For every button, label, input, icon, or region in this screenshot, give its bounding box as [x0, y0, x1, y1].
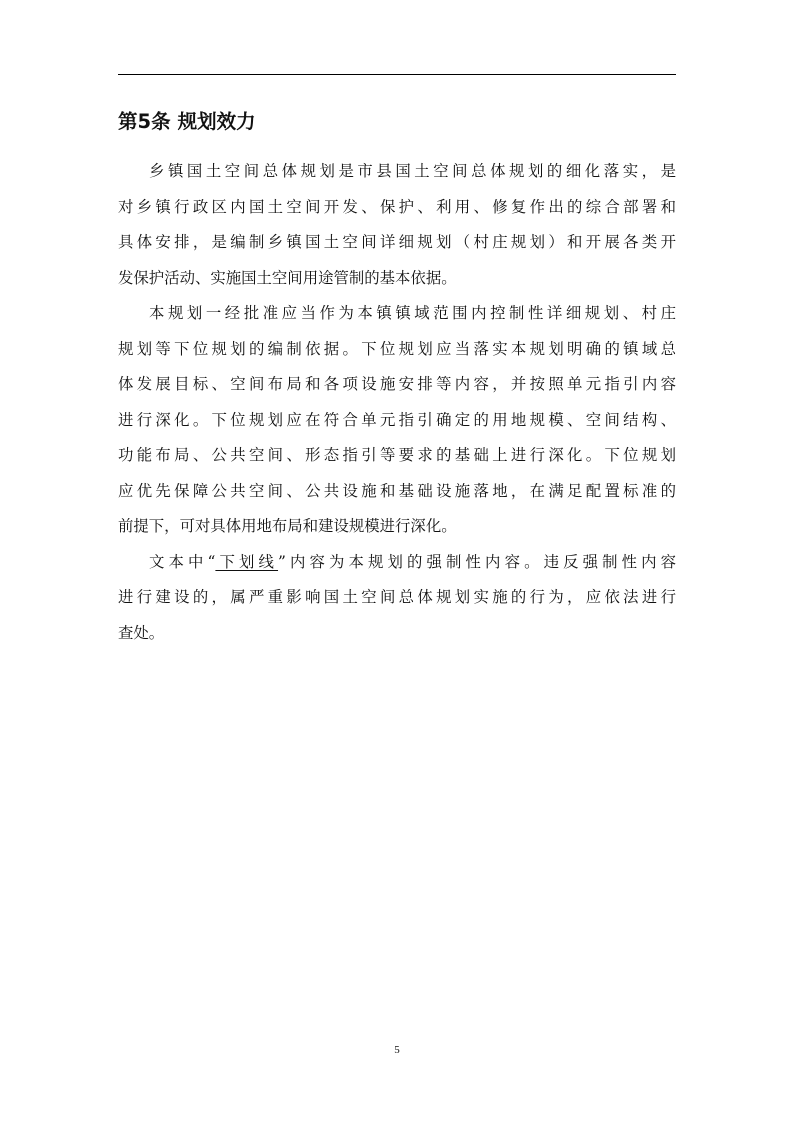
paragraph-line: 本规划一经批准应当作为本镇镇域范围内控制性详细规划、村庄 — [149, 304, 676, 322]
body-text — [118, 154, 676, 651]
paragraph-line: 进行建设的，属严重影响国土空间总体规划实施的行为，应依法进行 — [118, 588, 676, 606]
paragraph-legal-status — [118, 154, 676, 296]
paragraph-line: 应优先保障公共空间、公共设施和基础设施落地，在满足配置标准的 — [118, 481, 676, 500]
paragraph-line: 具体安排，是编制乡镇国土空间详细规划（村庄规划）和开展各类开 — [118, 233, 676, 251]
paragraph-line: 发保护活动、实施国土空间用途管制的基本依据。 — [118, 268, 457, 287]
paragraph-line: 对乡镇行政区内国土空间开发、保护、利用、修复作出的综合部署和 — [118, 197, 676, 216]
paragraph-line: 体发展目标、空间布局和各项设施安排等内容，并按照单元指引内容 — [118, 375, 676, 393]
paragraph-line: 乡镇国土空间总体规划是市县国土空间总体规划的细化落实，是 — [149, 162, 676, 180]
paragraph-subordinate-plans — [118, 296, 676, 545]
paragraph-line: 前提下，可对具体用地布局和建设规模进行深化。 — [118, 517, 457, 535]
header-rule — [118, 74, 676, 75]
section-heading — [118, 108, 256, 136]
paragraph-line: 进行深化。下位规划应在符合单元指引确定的用地规模、空间结构、 — [118, 410, 676, 429]
underlined-term: 下划线 — [215, 552, 279, 571]
page-number: 5 — [394, 1044, 400, 1056]
paragraph-line: 功能布局、公共空间、形态指引等要求的基础上进行深化。下位规划 — [118, 446, 676, 464]
paragraph-mandatory-content — [118, 545, 676, 652]
text-run: ”内容为本规划的强制性内容。违反强制性内容 — [278, 552, 676, 571]
paragraph-line: 查处。 — [118, 623, 165, 642]
paragraph-line: 规划等下位规划的编制依据。下位规划应当落实本规划明确的镇域总 — [118, 339, 676, 358]
article-number: 第5条 — [118, 110, 171, 133]
text-run: 文本中“ — [149, 552, 216, 571]
paragraph-line — [118, 545, 676, 581]
article-title: 规划效力 — [177, 110, 256, 133]
